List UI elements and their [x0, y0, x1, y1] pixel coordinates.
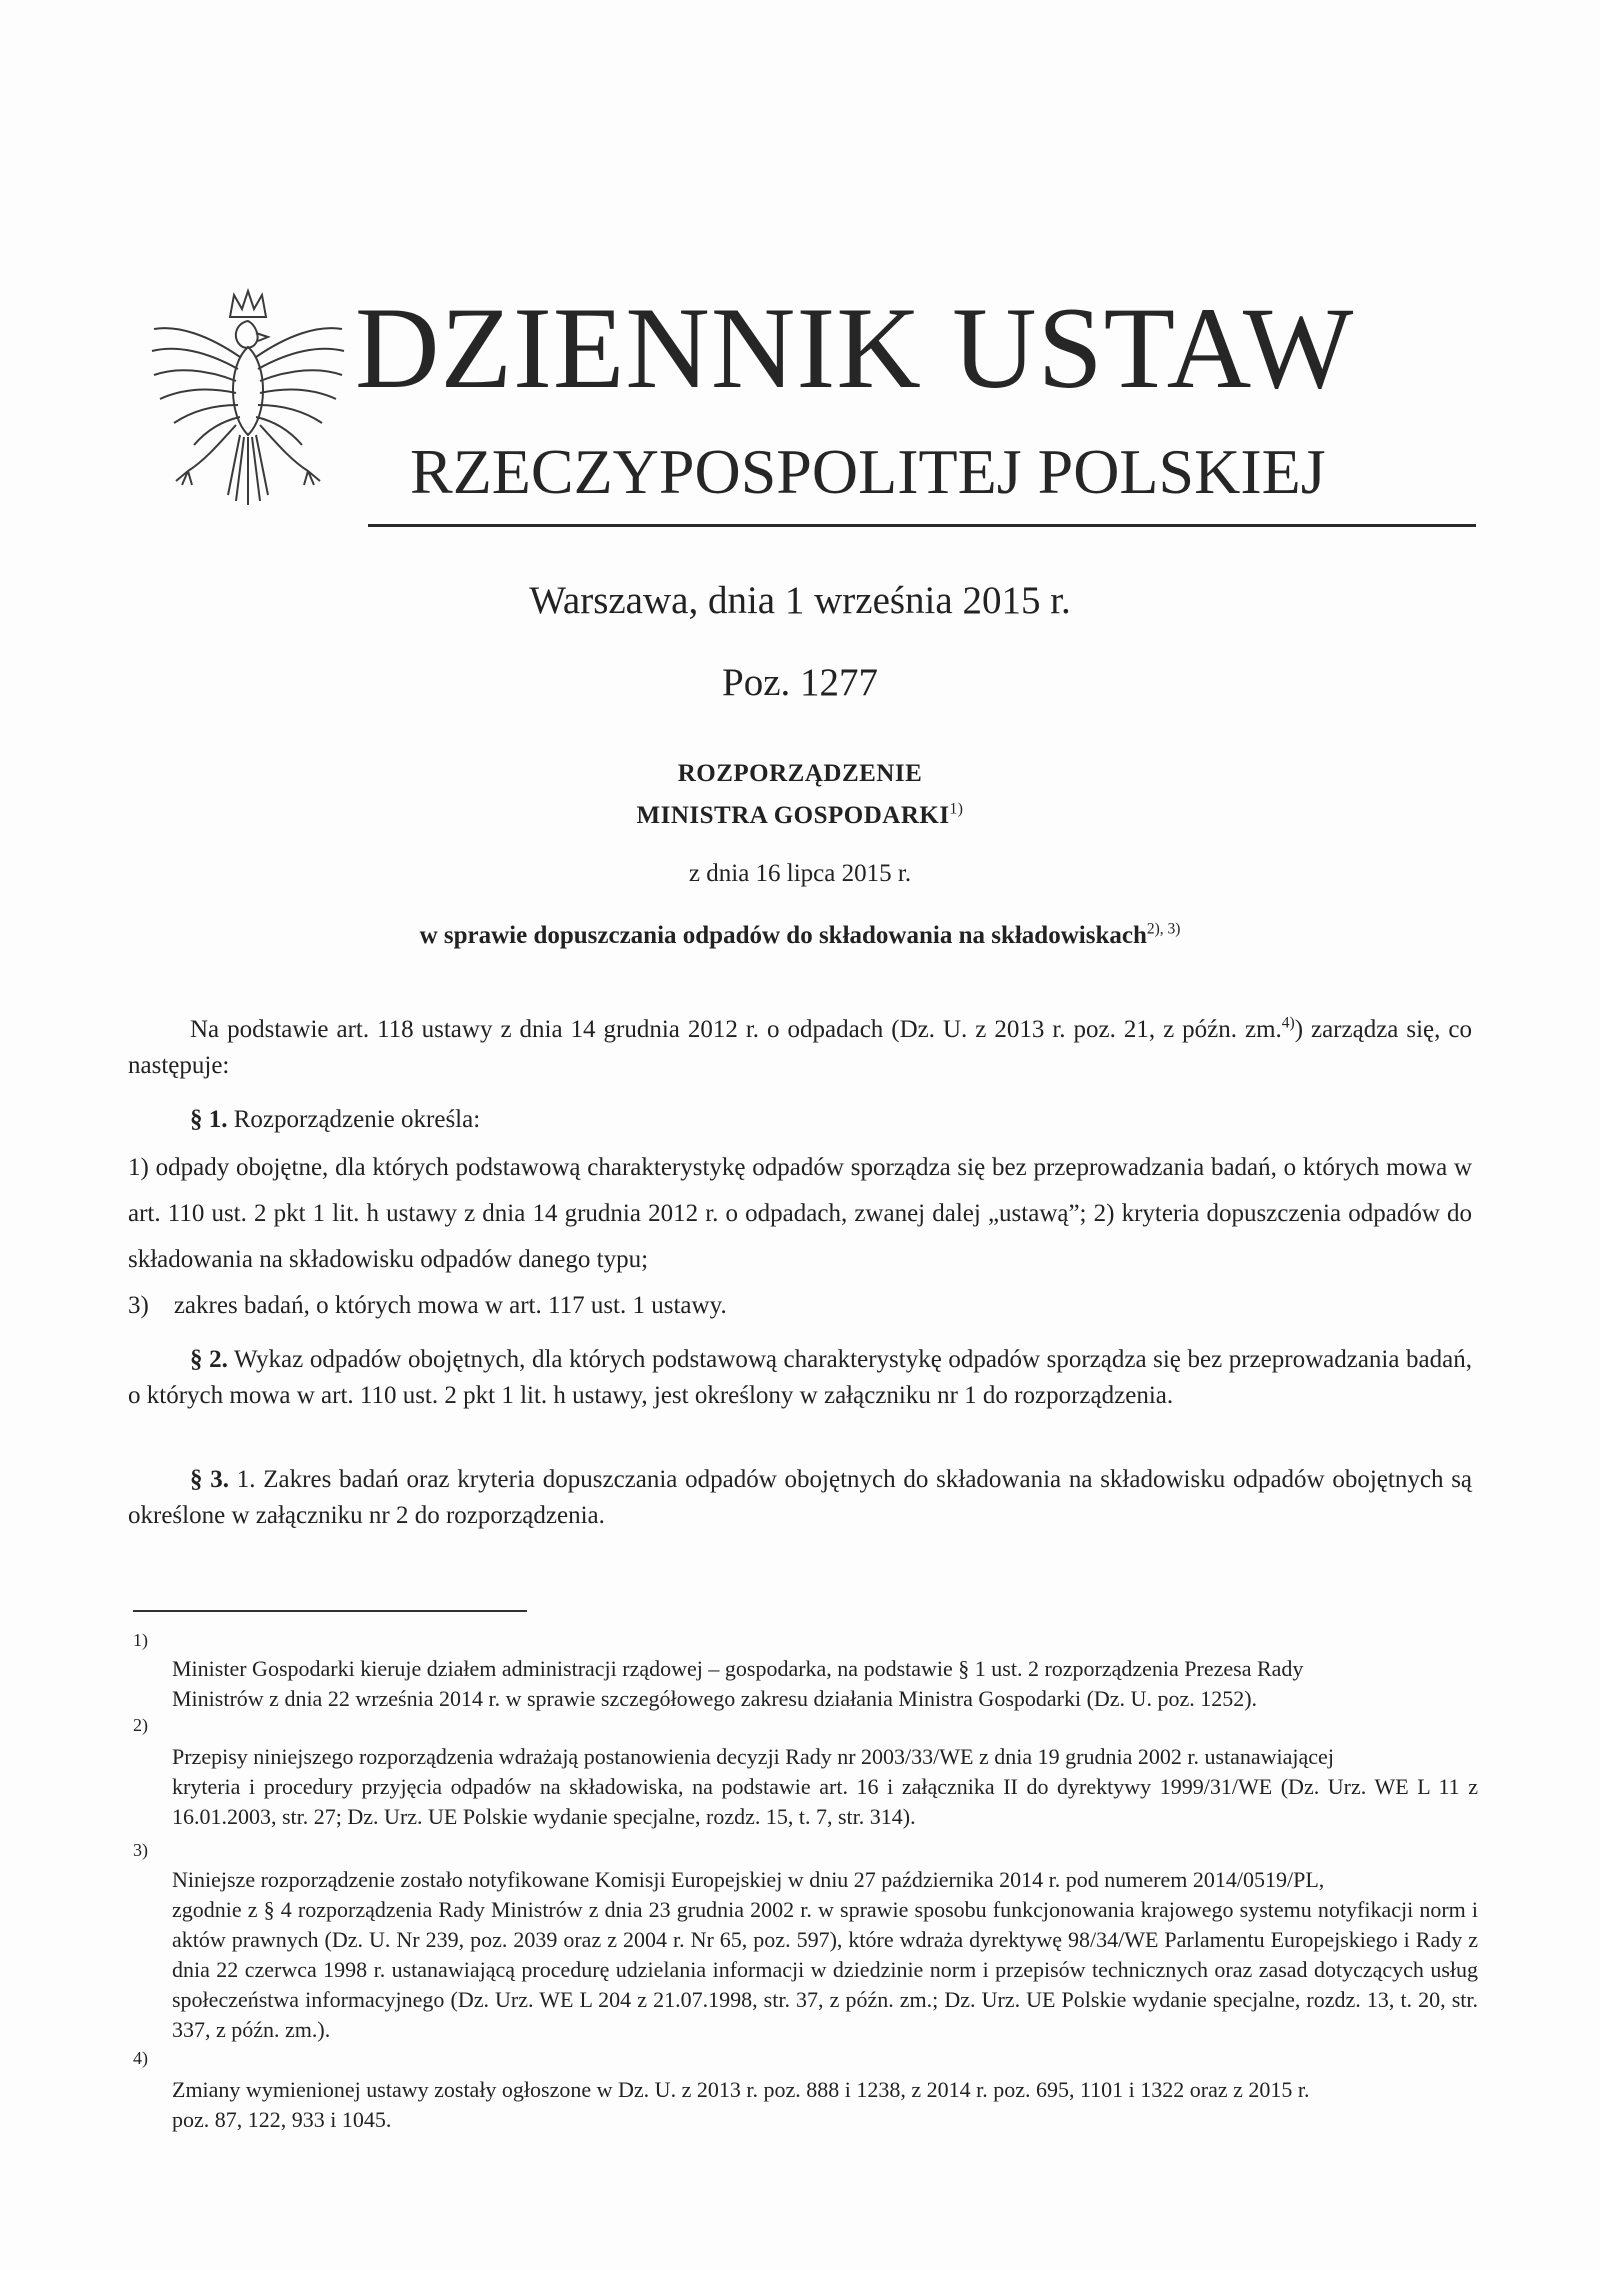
- footnote-1: [172, 1654, 1478, 1714]
- footnote-3-mark: 3): [133, 1840, 148, 1860]
- act-issuer-name: MINISTRA GOSPODARKI: [636, 802, 950, 829]
- footnote-1-first-line: Minister Gospodarki kieruje działem administracji rządowej – gospodarka, na podstawie § 1 ust. 2 rozporządzenia Prezesa Rady: [172, 1656, 1304, 1681]
- act-date: z dnia 16 lipca 2015 r.: [688, 860, 912, 887]
- section-2-paragraph: [128, 1342, 1472, 1414]
- footnote-1-rest: Ministrów z dnia 22 września 2014 r. w sprawie szczegółowego zakresu działania Ministra Gospodarki (Dz. U. poz. 1252).: [172, 1686, 1258, 1711]
- white-eagle-emblem-icon: [148, 285, 348, 520]
- section-1-text: Rozporządzenie określa:: [233, 1106, 481, 1133]
- legal-basis-paragraph: [128, 1012, 1472, 1084]
- act-subject: [0, 922, 1600, 950]
- section-3-paragraph: [128, 1462, 1472, 1534]
- footnote-4-rest: poz. 87, 122, 933 i 1045.: [172, 2107, 392, 2132]
- section-2-text: Wykaz odpadów obojętnych, dla których podstawową charakterystykę odpadów sporządza się bez przeprowadzania badań, o których mowa w art. 110 ust. 2 pkt 1 lit. h ustawy, jest określony w załączniku nr 1 do rozporządzenia.: [128, 1346, 1472, 1409]
- item-3-text: zakres badań, o których mowa w art. 117 ust. 1 ustawy.: [173, 1292, 727, 1319]
- act-issuer: [0, 802, 1600, 830]
- section-1-items-1-2: 1) odpady obojętne, dla których podstawową charakterystykę odpadów sporządza się bez przeprowadzania badań, o których mowa w art. 110 ust. 2 pkt 1 lit. h ustawy z dnia 14 grudnia 2012 r. o odpadach, zwanej dalej „ustawą”; 2) kryteria dopuszczenia odpadów do składowania na składowisku odpadów danego typu;: [128, 1154, 1472, 1273]
- legal-basis-text: Na podstawie art. 118 ustawy z dnia 14 grudnia 2012 r. o odpadach (Dz. U. z 2013 r. poz. 21, z późn. zm.: [190, 1016, 1282, 1043]
- footnote-1-mark: 1): [133, 1630, 148, 1650]
- footnote-3-rest: zgodnie z § 4 rozporządzenia Rady Ministrów z dnia 23 grudnia 2002 r. w sprawie sposobu funkcjonowania krajowego systemu notyfikacji norm i aktów prawnych (Dz. U. Nr 239, poz. 2039 oraz z 2004 r. Nr 65, poz. 597), które wdraża dyrektywę 98/34/WE Parlamentu Europejskiego i Rady z dnia 22 czerwca 1998 r. ustanawiającą procedurę udzielania informacji w dziedzinie norm i przepisów technicznych oraz zasad dotyczących usług społeczeństwa informacyjnego (Dz. Urz. WE L 204 z 21.07.1998, str. 37, z późn. zm.; Dz. Urz. UE Polskie wydanie specjalne, rozdz. 13, t. 20, str. 337, z późn. zm.).: [172, 1897, 1478, 2042]
- footnote-4-first-line: Zmiany wymienionej ustawy zostały ogłoszone w Dz. U. z 2013 r. poz. 888 i 1238, z 2014 r. poz. 695, 1101 i 1322 oraz z 2015 r.: [172, 2077, 1310, 2102]
- legal-basis-end: ) zarządza się, co następuje:: [128, 1016, 1472, 1079]
- act-type: ROZPORZĄDZENIE: [677, 760, 923, 787]
- act-subject-text: w sprawie dopuszczania odpadów do składowania na składowiskach: [419, 922, 1147, 949]
- footnote-2-rest: kryteria i procedury przyjęcia odpadów na składowiska, na podstawie art. 16 i załącznika II do dyrektywy 1999/31/WE (Dz. Urz. WE L 11 z 16.01.2003, str. 27; Dz. Urz. UE Polskie wydanie specjalne, rozdz. 15, t. 7, str. 314).: [172, 1774, 1478, 1829]
- section-2-mark: § 2.: [190, 1346, 228, 1373]
- section-1-paragraph: [128, 1102, 1472, 1138]
- masthead-subtitle: RZECZYPOSPOLITEJ POLSKIEJ: [410, 436, 1326, 507]
- masthead-title: DZIENNIK USTAW: [355, 284, 1355, 413]
- footnote-3: [172, 1865, 1478, 2045]
- section-3-mark: § 3.: [190, 1466, 230, 1493]
- footnote-ref-1: 1): [949, 800, 964, 818]
- masthead-rule: [368, 524, 1476, 527]
- footnote-2: [172, 1742, 1478, 1832]
- position-number: Poz. 1277: [722, 661, 878, 704]
- section-1-item-3: [128, 1288, 1472, 1324]
- item-3-number: 3): [128, 1292, 149, 1319]
- footnote-2-mark: 2): [133, 1715, 148, 1735]
- publication-date: Warszawa, dnia 1 września 2015 r.: [529, 579, 1071, 622]
- section-3-text: 1. Zakres badań oraz kryteria dopuszczania odpadów obojętnych do składowania na składowisku odpadów obojętnych są określone w załączniku nr 2 do rozporządzenia.: [128, 1466, 1473, 1529]
- footnote-ref-2-3: 2), 3): [1146, 920, 1181, 938]
- section-1-mark: § 1.: [190, 1106, 228, 1133]
- footnote-2-first-line: Przepisy niniejszego rozporządzenia wdrażają postanowienia decyzji Rady nr 2003/33/WE z dnia 19 grudnia 2002 r. ustanawiającej: [172, 1744, 1334, 1769]
- footnote-4-mark: 4): [133, 2048, 148, 2068]
- footnote-3-first-line: Niniejsze rozporządzenie zostało notyfikowane Komisji Europejskiej w dniu 27 października 2014 r. pod numerem 2014/0519/PL,: [172, 1867, 1325, 1892]
- footnote-separator: [133, 1610, 527, 1612]
- footnote-ref-4: 4): [1281, 1014, 1295, 1032]
- footnote-4: [172, 2075, 1478, 2135]
